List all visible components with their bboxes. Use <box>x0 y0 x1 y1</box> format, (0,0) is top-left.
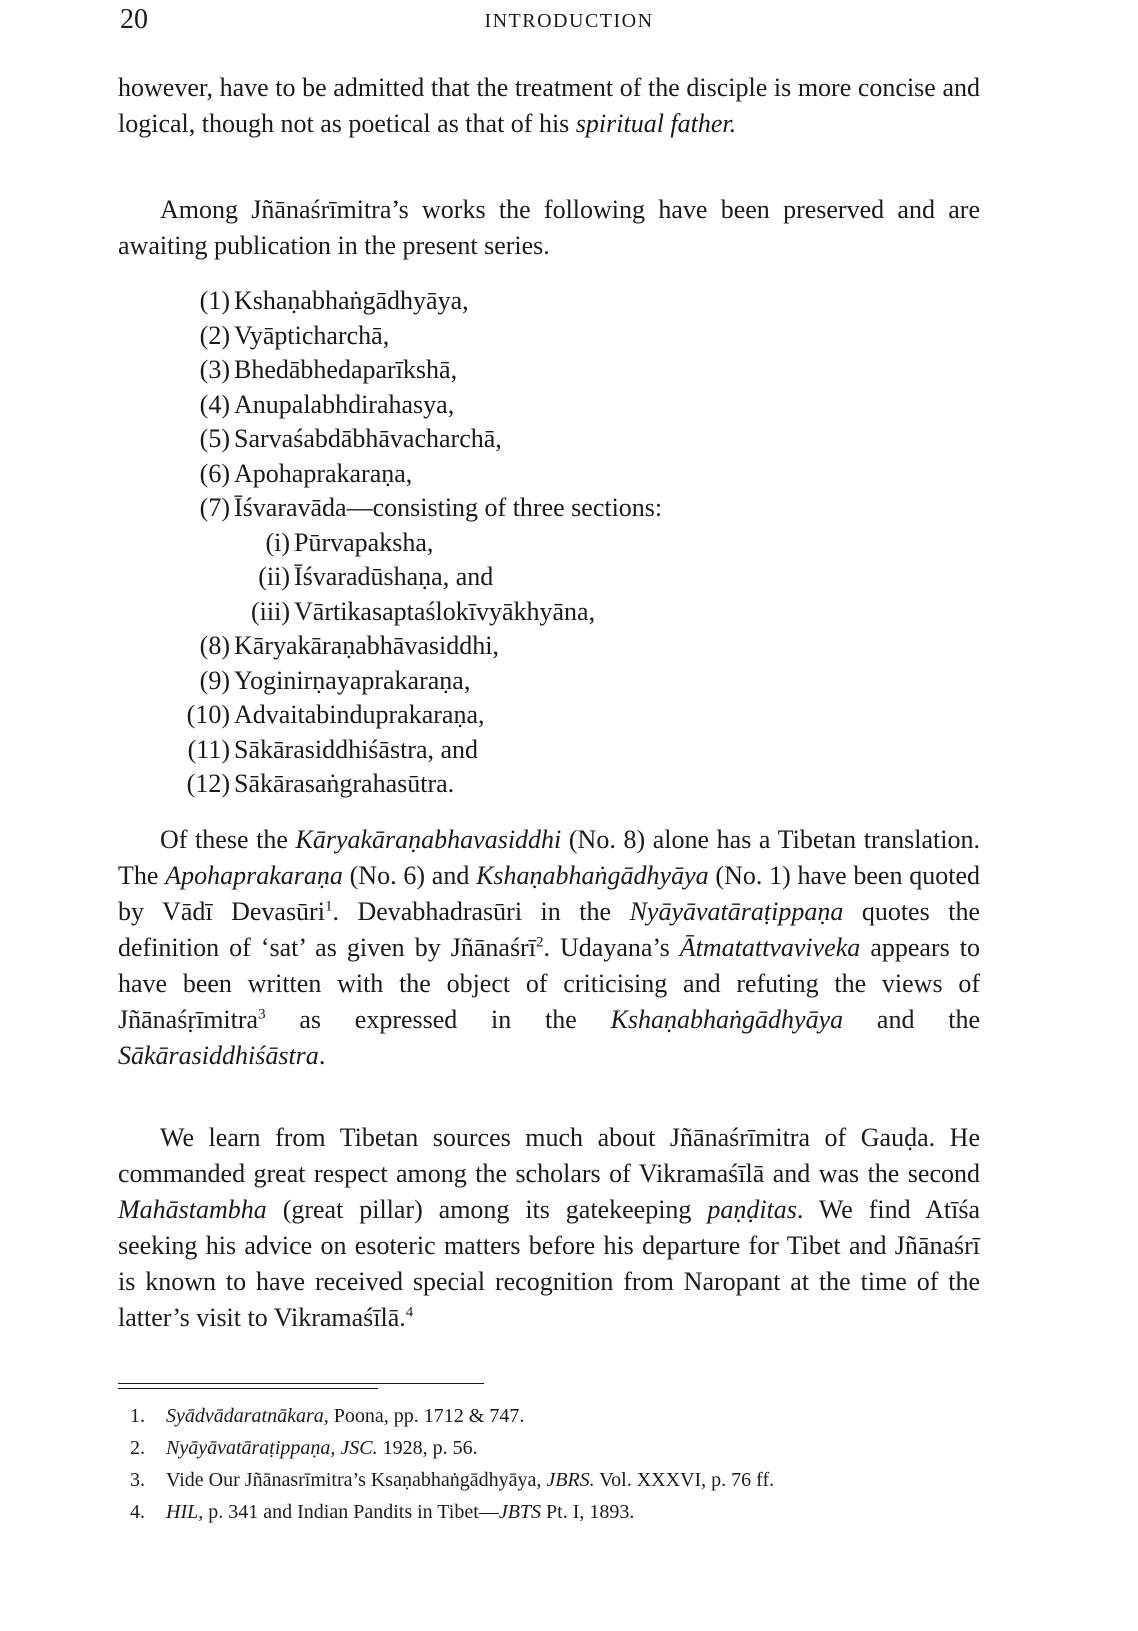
page-number: 20 <box>120 4 148 35</box>
footnote-marker: 2 <box>535 934 544 951</box>
footnote-text: 1928, p. 56. <box>377 1437 478 1459</box>
list-item-number: (10) <box>186 700 230 729</box>
list-item-number: (3) <box>199 355 230 384</box>
italic-title: Kshaṇabhaṅgādhyāya <box>476 861 709 890</box>
running-head: INTRODUCTION <box>484 10 654 32</box>
paragraph-2-text: Among Jñānaśrīmitra’s works the following have been preserved and are awaiting publication in the present series. <box>118 195 980 260</box>
list-item-number: (5) <box>199 424 230 453</box>
footnote-italic: JBTS <box>498 1501 542 1523</box>
list-item-number: (1) <box>199 286 230 315</box>
list-item-text: Yoginirṇayaprakaraṇa, <box>234 665 471 695</box>
list-item-text: Apohaprakaraṇa, <box>234 458 413 488</box>
text-run: as expressed in the <box>265 1005 611 1034</box>
list-item-number: (8) <box>199 631 230 660</box>
text-run: quotes the definition of ‘sat’ as given by Jñānaśrī <box>118 897 980 962</box>
sub-list-item-text: Vārtikasaptaślokīvyākhyāna, <box>294 596 596 626</box>
footnote-text: Vol. XXXVI, p. 76 ff. <box>594 1469 775 1491</box>
sub-list-item-number: (i) <box>265 527 290 557</box>
list-item <box>160 698 940 733</box>
sub-list-item <box>160 595 940 630</box>
sub-list-item-number: (iii) <box>251 596 290 626</box>
paragraph-1-text: however, have to be admitted that the treatment of the disciple is more concise and logical, though not as poetical as that of his <box>118 73 980 138</box>
text-run: (No. 8) alone has a Tibetan translation. The <box>118 825 981 890</box>
text-run: (No. 1) have been quoted by Vādī Devasūri <box>118 861 981 926</box>
list-item <box>160 353 940 388</box>
sub-list-item <box>160 560 940 595</box>
list-item-text: Kāryakāraṇabhāvasiddhi, <box>234 631 499 660</box>
footnote-text: Pt. I, 1893. <box>541 1501 635 1523</box>
footnote-divider <box>118 1388 378 1389</box>
paragraph-3 <box>118 822 980 1074</box>
list-item <box>160 733 940 768</box>
list-item-number: (6) <box>199 458 230 488</box>
footnote-number: 4. <box>130 1501 145 1523</box>
text-run: Of these the <box>160 825 296 854</box>
sub-list <box>160 526 940 630</box>
footnote-italic: Syādvādaratnākara, <box>166 1405 329 1427</box>
footnote-number: 3. <box>130 1469 145 1491</box>
footnote-number: 1. <box>130 1405 145 1427</box>
list-item-number: (7) <box>199 493 230 522</box>
list-item-text: Sarvaśabdābhāvacharchā, <box>234 424 502 453</box>
list-item <box>160 422 940 457</box>
paragraph-1 <box>118 70 980 142</box>
footnote-marker: 3 <box>258 1006 266 1023</box>
sub-list-item-number: (ii) <box>258 562 290 591</box>
list-item <box>160 319 940 354</box>
text-run: (great pillar) among its gatekeeping <box>266 1195 708 1224</box>
footnote-italic: HIL, <box>166 1501 204 1523</box>
paragraph-2 <box>118 192 980 264</box>
footnote <box>130 1400 980 1432</box>
italic-title: Sākārasiddhiśāstra <box>118 1041 319 1070</box>
footnote <box>130 1496 980 1528</box>
italic-title: Kāryakāraṇabhavasiddhi <box>295 825 562 854</box>
footnotes <box>130 1400 980 1528</box>
text-run: . We find Atīśa seeking his advice on esoteric matters before his departure for Tibet and Jñānaśrī is known to have received special recognition from Naropant at the time of the latter’s visit to Vikramaśīlā. <box>118 1195 980 1332</box>
works-list <box>160 284 940 802</box>
italic-title: Nyāyāvatāraṭippaṇa <box>629 897 844 926</box>
footnote <box>130 1432 980 1464</box>
footnote-italic: Nyāyāvatāraṭippaṇa, JSC. <box>166 1437 378 1459</box>
footnote-text: Poona, pp. 1712 & 747. <box>328 1405 525 1427</box>
footnote-italic: JBRS. <box>546 1469 595 1491</box>
list-item-number: (9) <box>199 665 230 695</box>
paragraph-1-italic: spiritual father. <box>575 109 737 138</box>
list-item <box>160 767 940 802</box>
list-item <box>160 284 940 319</box>
list-item <box>160 457 940 492</box>
list-item-number: (2) <box>199 320 230 350</box>
footnote-number: 2. <box>130 1437 145 1459</box>
list-item-text: Sākārasiddhiśāstra, and <box>234 734 479 764</box>
list-item <box>160 629 940 664</box>
text-run: . <box>318 1041 326 1070</box>
list-item <box>160 664 940 699</box>
italic-title: Ātmatattvaviveka <box>679 933 861 962</box>
sub-list-item <box>160 526 940 561</box>
list-item <box>160 491 940 629</box>
footnote-divider <box>118 1383 484 1384</box>
italic-title: Kshaṇabhaṅgādhyāya <box>610 1005 844 1034</box>
text-run: and the <box>843 1005 980 1034</box>
footnote-text: Vide Our Jñānasrīmitra’s Ksaṇabhaṅgādhyāya, <box>166 1469 547 1491</box>
list-item <box>160 388 940 423</box>
text-run: We learn from Tibetan sources much about Jñānaśrīmitra of Gauḍa. He commanded great respect among the scholars of Vikramaśīlā and was the second <box>118 1123 980 1188</box>
list-item-text: Sākārasaṅgrahasūtra. <box>234 769 455 798</box>
sub-list-item-text: Īśvaradūshaṇa, and <box>294 562 494 591</box>
list-item-text: Kshaṇabhaṅgādhyāya, <box>234 286 469 315</box>
list-item-text: Vyāpticharchā, <box>234 320 390 350</box>
footnote-marker: 4 <box>405 1304 414 1321</box>
italic-title: Apohaprakaraṇa <box>165 861 343 890</box>
text-run: appears to have been written with the object of criticising and refuting the views of Jñānaśṛīmitra <box>118 933 981 1034</box>
list-item-number: (11) <box>187 734 230 764</box>
list-item-text: Īśvaravāda—consisting of three sections: <box>234 493 663 522</box>
list-item-text: Bhedābhedaparīkshā, <box>234 355 458 384</box>
list-item-text: Anupalabhdirahasya, <box>234 389 455 419</box>
italic-term: Mahāstambha <box>118 1195 267 1224</box>
text-run: (No. 6) and <box>342 861 477 890</box>
footnote-marker: 1 <box>324 898 333 915</box>
paragraph-4 <box>118 1120 980 1336</box>
sub-list-item-text: Pūrvapaksha, <box>294 527 434 557</box>
list-item-number: (4) <box>199 389 230 419</box>
footnote <box>130 1464 980 1496</box>
list-item-text: Advaitabinduprakaraṇa, <box>234 700 485 729</box>
list-item-number: (12) <box>186 769 230 798</box>
italic-term: paṇḍitas <box>707 1195 797 1224</box>
text-run: . Udayana’s <box>543 933 680 962</box>
text-run: . Devabhadrasūri in the <box>332 897 630 926</box>
footnote-text: p. 341 and Indian Pandits in Tibet— <box>203 1501 499 1523</box>
